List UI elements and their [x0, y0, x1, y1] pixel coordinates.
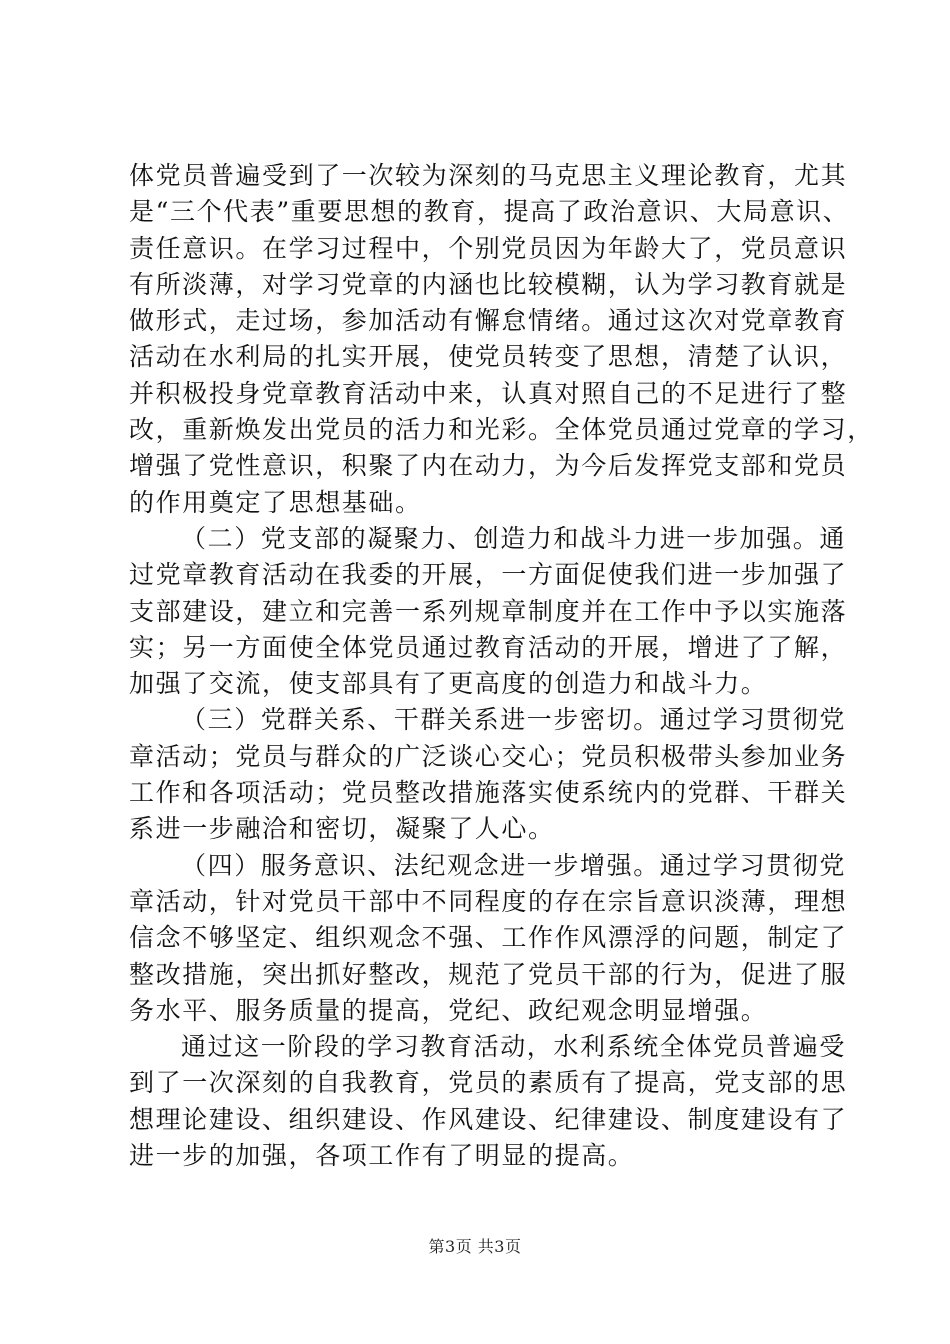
- text-line: 的作用奠定了思想基础。: [129, 487, 422, 517]
- text-line: 活动在水利局的扎实开展，使党员转变了思想，清楚了认识，: [129, 342, 848, 372]
- text-line: 有所淡薄，对学习党章的内涵也比较模糊，认为学习教育就是: [129, 269, 848, 299]
- text-line: （四）服务意识、法纪观念进一步增强。通过学习贯彻党: [181, 850, 847, 880]
- text-line: 进一步的加强，各项工作有了明显的提高。: [129, 1141, 635, 1171]
- paragraph-2: [129, 521, 848, 702]
- text-line: 工作和各项活动；党员整改措施落实使系统内的党群、干群关: [129, 778, 848, 808]
- text-line: 是“三个代表”重要思想的教育，提高了政治意识、大局意识、: [129, 197, 850, 227]
- text-line: 责任意识。在学习过程中，个别党员因为年龄大了，党员意识: [129, 233, 848, 263]
- text-line: 到了一次深刻的自我教育，党员的素质有了提高，党支部的思: [129, 1068, 848, 1098]
- text-line: （二）党支部的凝聚力、创造力和战斗力进一步加强。通: [181, 523, 847, 553]
- text-line: 改，重新焕发出党员的活力和光彩。全体党员通过党章的学习，: [129, 415, 874, 445]
- text-line: 想理论建设、组织建设、作风建设、纪律建设、制度建设有了: [129, 1104, 848, 1134]
- paragraph-3: [129, 702, 848, 847]
- text-line: 信念不够坚定、组织观念不强、工作作风漂浮的问题，制定了: [129, 923, 848, 953]
- text-line: 增强了党性意识，积聚了内在动力，为今后发挥党支部和党员: [129, 451, 848, 481]
- paragraph-4: [129, 848, 848, 1029]
- text-line: 整改措施，突出抓好整改，规范了党员干部的行为，促进了服: [129, 959, 848, 989]
- text-line: 并积极投身党章教育活动中来，认真对照自己的不足进行了整: [129, 378, 848, 408]
- text-line: 系进一步融洽和密切，凝聚了人心。: [129, 814, 555, 844]
- document-body: [129, 158, 874, 1174]
- text-line: 务水平、服务质量的提高，党纪、政纪观念明显增强。: [129, 995, 768, 1025]
- text-line: 章活动，针对党员干部中不同程度的存在宗旨意识淡薄，理想: [129, 886, 848, 916]
- text-line: 支部建设，建立和完善一系列规章制度并在工作中予以实施落: [129, 596, 848, 626]
- paragraph-5: [129, 1029, 848, 1174]
- text-line: 做形式，走过场，参加活动有懈怠情绪。通过这次对党章教育: [129, 306, 848, 336]
- text-line: 实；另一方面使全体党员通过教育活动的开展，增进了了解，: [129, 632, 848, 662]
- paragraph-1: [129, 158, 874, 521]
- text-line: 体党员普遍受到了一次较为深刻的马克思主义理论教育，尤其: [129, 161, 848, 190]
- text-line: 加强了交流，使支部具有了更高度的创造力和战斗力。: [129, 669, 768, 699]
- page-number-footer: 第3页 共3页: [428, 1237, 522, 1256]
- text-line: 通过这一阶段的学习教育活动，水利系统全体党员普遍受: [181, 1032, 847, 1062]
- text-line: 过党章教育活动在我委的开展，一方面促使我们进一步加强了: [129, 560, 848, 590]
- text-line: 章活动；党员与群众的广泛谈心交心；党员积极带头参加业务: [129, 741, 848, 771]
- text-line: （三）党群关系、干群关系进一步密切。通过学习贯彻党: [181, 705, 847, 735]
